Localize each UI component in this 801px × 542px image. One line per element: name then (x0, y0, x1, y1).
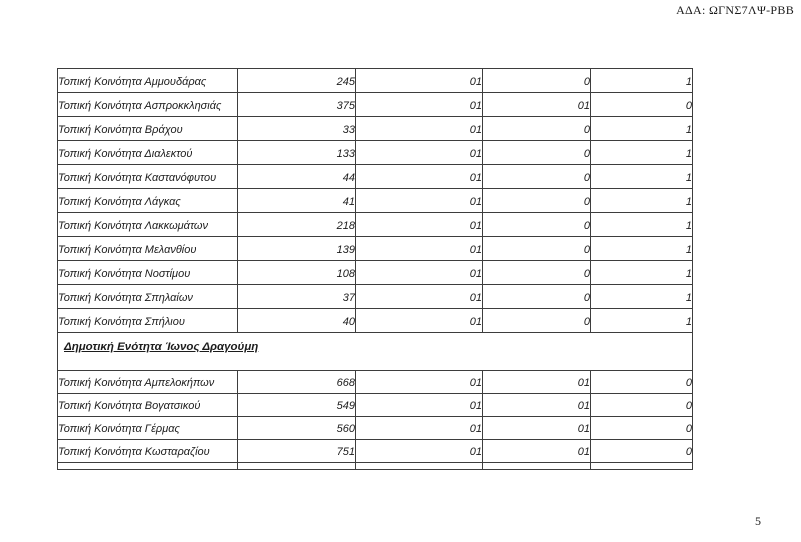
value-cell: 1 (591, 117, 693, 141)
value-cell: 0 (483, 69, 591, 93)
section-header: Δημοτική Ενότητα Ίωνος Δραγούμη (58, 333, 693, 371)
table-row (58, 93, 693, 117)
value-cell: 01 (483, 394, 591, 417)
community-name-cell: Τοπική Κοινότητα Λάγκας (58, 189, 238, 213)
table-row (58, 371, 693, 394)
value-cell: 01 (356, 261, 483, 285)
value-cell: 01 (356, 141, 483, 165)
community-name-cell: Τοπική Κοινότητα Σπήλιου (58, 309, 238, 333)
table-row (58, 440, 693, 463)
community-name-cell: Τοπική Κοινότητα Ασπροκκλησιάς (58, 93, 238, 117)
community-name-cell: Τοπική Κοινότητα Καστανόφυτου (58, 165, 238, 189)
table-row (58, 417, 693, 440)
empty-cell (356, 463, 483, 470)
value-cell: 01 (356, 371, 483, 394)
value-cell: 33 (238, 117, 356, 141)
community-name-cell: Τοπική Κοινότητα Βράχου (58, 117, 238, 141)
value-cell: 139 (238, 237, 356, 261)
section-header-row (58, 333, 693, 371)
community-name-cell: Τοπική Κοινότητα Αμμουδάρας (58, 69, 238, 93)
value-cell: 01 (356, 93, 483, 117)
community-name-cell: Τοπική Κοινότητα Μελανθίου (58, 237, 238, 261)
value-cell: 0 (483, 141, 591, 165)
value-cell: 549 (238, 394, 356, 417)
value-cell: 1 (591, 69, 693, 93)
value-cell: 0 (591, 440, 693, 463)
value-cell: 668 (238, 371, 356, 394)
value-cell: 0 (483, 309, 591, 333)
community-name-cell: Τοπική Κοινότητα Λακκωμάτων (58, 213, 238, 237)
table-row-empty (58, 463, 693, 470)
value-cell: 01 (356, 237, 483, 261)
value-cell: 40 (238, 309, 356, 333)
community-name-cell: Τοπική Κοινότητα Σπηλαίων (58, 285, 238, 309)
value-cell: 01 (483, 440, 591, 463)
value-cell: 01 (356, 309, 483, 333)
table-row (58, 261, 693, 285)
table-row (58, 285, 693, 309)
table-row (58, 117, 693, 141)
table-row (58, 237, 693, 261)
value-cell: 0 (591, 371, 693, 394)
value-cell: 01 (483, 371, 591, 394)
ada-code: ΑΔΑ: ΩΓΝΣ7ΛΨ-ΡΒΒ (676, 3, 794, 17)
community-name-cell: Τοπική Κοινότητα Κωσταραζίου (58, 440, 238, 463)
value-cell: 01 (356, 117, 483, 141)
value-cell: 01 (356, 440, 483, 463)
value-cell: 01 (356, 189, 483, 213)
community-name-cell: Τοπική Κοινότητα Αμπελοκήπων (58, 371, 238, 394)
value-cell: 1 (591, 237, 693, 261)
page-number: 5 (755, 514, 761, 528)
table-row (58, 213, 693, 237)
value-cell: 0 (483, 237, 591, 261)
value-cell: 01 (356, 394, 483, 417)
municipal-communities-table (57, 68, 693, 470)
empty-cell (58, 463, 238, 470)
value-cell: 01 (356, 165, 483, 189)
value-cell: 108 (238, 261, 356, 285)
value-cell: 218 (238, 213, 356, 237)
value-cell: 1 (591, 189, 693, 213)
community-name-cell: Τοπική Κοινότητα Βογατσικού (58, 394, 238, 417)
value-cell: 01 (356, 69, 483, 93)
value-cell: 01 (356, 213, 483, 237)
community-name-cell: Τοπική Κοινότητα Διαλεκτού (58, 141, 238, 165)
value-cell: 245 (238, 69, 356, 93)
value-cell: 0 (483, 165, 591, 189)
table-row (58, 394, 693, 417)
value-cell: 0 (483, 285, 591, 309)
community-name-cell: Τοπική Κοινότητα Νοστίμου (58, 261, 238, 285)
table-row (58, 189, 693, 213)
table-row (58, 69, 693, 93)
value-cell: 375 (238, 93, 356, 117)
value-cell: 751 (238, 440, 356, 463)
value-cell: 133 (238, 141, 356, 165)
value-cell: 0 (591, 93, 693, 117)
empty-cell (591, 463, 693, 470)
value-cell: 0 (483, 189, 591, 213)
value-cell: 1 (591, 285, 693, 309)
value-cell: 1 (591, 261, 693, 285)
value-cell: 0 (483, 117, 591, 141)
value-cell: 01 (483, 93, 591, 117)
table-row (58, 141, 693, 165)
table-row (58, 309, 693, 333)
value-cell: 1 (591, 213, 693, 237)
value-cell: 44 (238, 165, 356, 189)
value-cell: 0 (591, 417, 693, 440)
value-cell: 37 (238, 285, 356, 309)
value-cell: 01 (356, 285, 483, 309)
value-cell: 0 (591, 394, 693, 417)
community-name-cell: Τοπική Κοινότητα Γέρμας (58, 417, 238, 440)
value-cell: 41 (238, 189, 356, 213)
empty-cell (238, 463, 356, 470)
value-cell: 1 (591, 141, 693, 165)
value-cell: 1 (591, 309, 693, 333)
value-cell: 01 (356, 417, 483, 440)
value-cell: 1 (591, 165, 693, 189)
value-cell: 01 (483, 417, 591, 440)
empty-cell (483, 463, 591, 470)
table-row (58, 165, 693, 189)
value-cell: 0 (483, 261, 591, 285)
value-cell: 0 (483, 213, 591, 237)
value-cell: 560 (238, 417, 356, 440)
